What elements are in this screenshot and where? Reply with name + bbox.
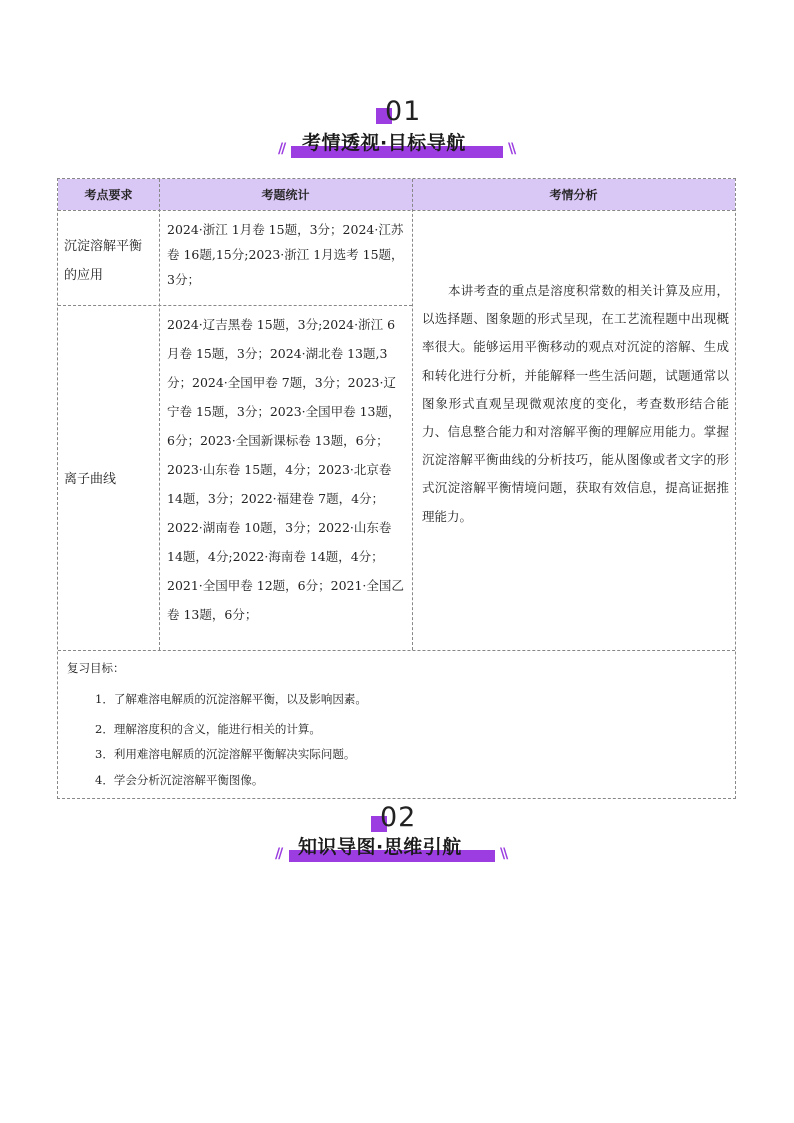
section-header-01 xyxy=(0,96,794,156)
section-number: 02 xyxy=(380,802,417,833)
review-goals-title: 复习目标： xyxy=(67,661,125,675)
grid-line xyxy=(58,210,735,211)
slash-decor-right: \\ xyxy=(508,141,515,157)
requirement-cell: 离子曲线 xyxy=(64,472,117,487)
review-goal-item: 1．了解难溶电解质的沉淀溶解平衡，以及影响因素。 xyxy=(95,692,367,706)
slash-decor-left: // xyxy=(275,846,282,862)
review-goals-cell xyxy=(58,650,735,798)
grid-line xyxy=(58,305,412,306)
statistics-cell: 2024·辽吉黑卷 15题，3分;2024·浙江 6月卷 15题，3分；2024·湖北卷 13题,3分；2024·全国甲卷 7题，3分；2023·辽宁卷 15题，3分；2023·全国甲卷 13题，6分；2023·全国新课标卷 13题，6分；2023·山东卷 15题，4分；2023·北京卷 14题，3分；2022·福建卷 7题，4分；2022·湖南卷 10题，3分；2022·山东卷 14题，4分;2022·海南卷 14题，4分；2021·全国甲卷 12题，6分；2021·全国乙卷 13题，6分； xyxy=(167,317,404,622)
section-title: 考情透视·目标导航 xyxy=(302,132,466,154)
review-goal-item: 2．理解溶度积的含义，能进行相关的计算。 xyxy=(95,722,321,736)
analysis-cell: 本讲考查的重点是溶度积常数的相关计算及应用，以选择题、图象题的形式呈现，在工艺流程题中出现概率很大。能够运用平衡移动的观点对沉淀的溶解、生成和转化进行分析，并能解释一些生活问题，试题通常以图象形式直观呈现微观浓度的变化，考查数形结合能力、信息整合能力和对溶解平衡的理解应用能力。掌握沉淀溶解平衡曲线的分析技巧，能从图像或者文字的形式沉淀溶解平衡情境问题，获取有效信息，提高证据推理能力。 xyxy=(422,283,729,524)
section-title: 知识导图·思维引航 xyxy=(298,836,462,858)
statistics-cell: 2024·浙江 1月卷 15题，3分；2024·江苏卷 16题,15分;2023·浙江 1月选考 15题，3分； xyxy=(167,222,404,287)
header-cell-analysis: 考情分析 xyxy=(412,179,735,210)
section-header-02 xyxy=(0,804,794,864)
exam-analysis-table xyxy=(57,178,736,799)
section-number: 01 xyxy=(385,96,422,127)
slash-decor-left: // xyxy=(278,141,285,157)
review-goal-item: 4．学会分析沉淀溶解平衡图像。 xyxy=(95,773,264,787)
slash-decor-right: \\ xyxy=(500,846,507,862)
header-cell-statistics: 考题统计 xyxy=(159,179,412,210)
header-cell-requirement: 考点要求 xyxy=(58,179,159,210)
review-goal-item: 3．利用难溶电解质的沉淀溶解平衡解决实际问题。 xyxy=(95,747,356,761)
requirement-cell: 沉淀溶解平衡的应用 xyxy=(64,239,143,283)
